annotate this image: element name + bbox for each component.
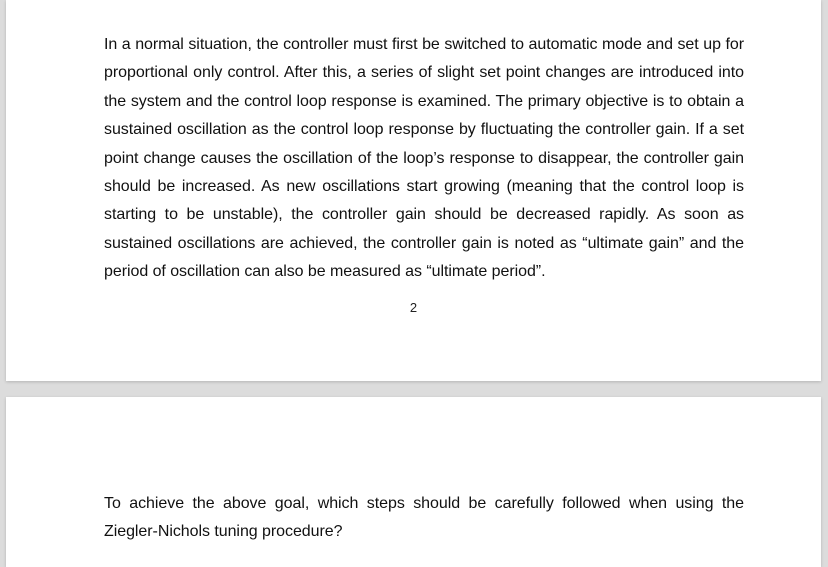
body-paragraph: In a normal situation, the controller must first be switched to automatic mode and set up for proportional only control. After this, a series of slight set point changes are introduced into the system and the control loop response is examined. The primary objective is to obtain a sustained oscillation as the control loop response by fluctuating the controller gain. If a set point change causes the oscillation of the loop’s response to disappear, the controller gain should be increased. As new oscillations start growing (meaning that the control loop is starting to be unstable), the controller gain should be decreased rapidly. As soon as sustained oscillations are achieved, the controller gain is noted as “ultimate gain” and the period of oscillation can also be measured as “ultimate period”. (104, 36, 744, 281)
page-number: 2 (409, 300, 418, 315)
document-page-2 (6, 0, 821, 381)
question-paragraph: To achieve the above goal, which steps should be carefully followed when using the Ziegler-Nichols tuning procedure? (104, 495, 744, 541)
document-page-3 (6, 397, 821, 567)
